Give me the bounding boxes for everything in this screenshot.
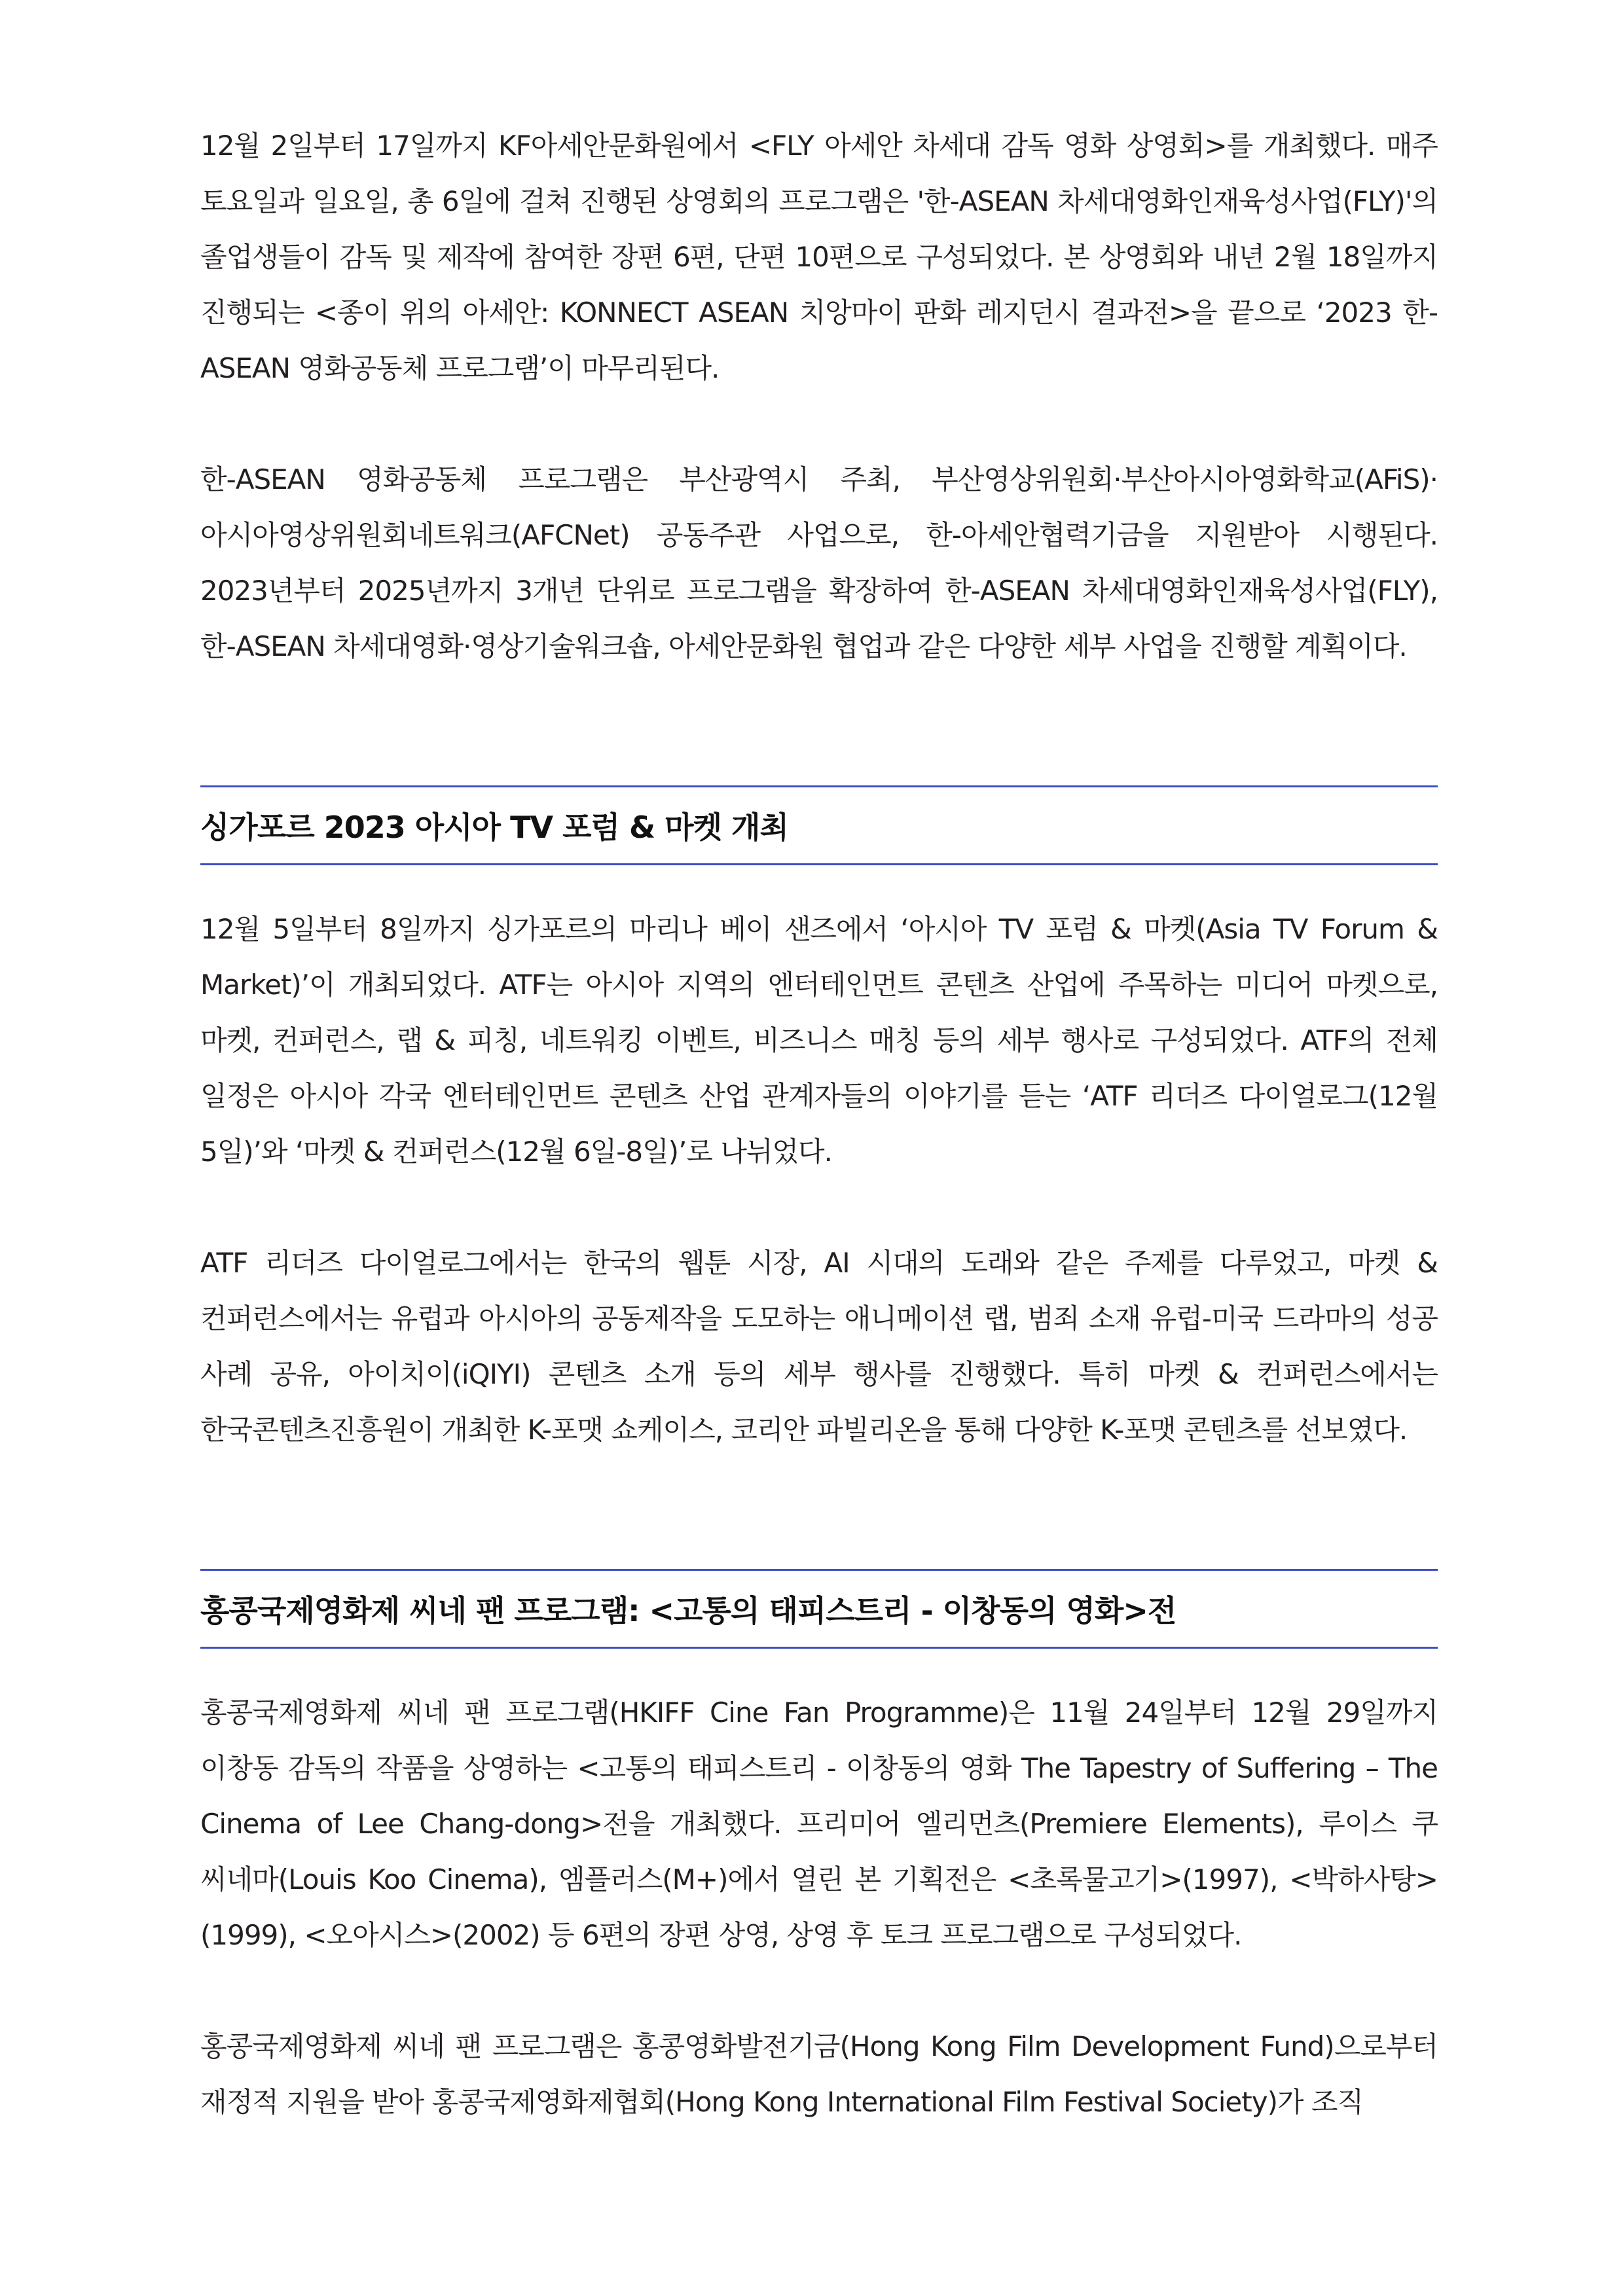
section3-paragraph-1: 홍콩국제영화제 씨네 팬 프로그램(HKIFF Cine Fan Programme)은 11월 24일부터 12월 29일까지 이창동 감독의 작품을 상영하는 <고통의 태피스트리 - 이창동의 영화 The Tapestry of Suffering – The Cinema of Lee Chang-dong>전을 개최했다. 프리미어 엘리먼츠(Premiere Elements), 루이스 쿠 씨네마(Louis Koo Cinema), 엠플러스(M+)에서 열린 본 기획전은 <초록물고기>(1997), <박하사탕>(1999), <오아시스>(2002) 등 6편의 장편 상영, 상영 후 토크 프로그램으로 구성되었다. bbox=[200, 1696, 1438, 1951]
section1-paragraph-2: 한-ASEAN 영화공동체 프로그램은 부산광역시 주최, 부산영상위원회·부산아시아영화학교(AFiS)·아시아영상위원회네트워크(AFCNet) 공동주관 사업으로, 한-아세안협력기금을 지원받아 시행된다. 2023년부터 2025년까지 3개년 단위로 프로그램을 확장하여 한-ASEAN 차세대영화인재육성사업(FLY), 한-ASEAN 차세대영화·영상기술워크숍, 아세안문화원 협업과 같은 다양한 세부 사업을 진행할 계획이다. bbox=[200, 463, 1438, 662]
section-gap bbox=[200, 1458, 1438, 1569]
paragraph-gap bbox=[200, 396, 1438, 452]
section2-title: 싱가포르 2023 아시아 TV 포럼 & 마켓 개최 bbox=[200, 810, 788, 845]
section2-paragraph-1: 12월 5일부터 8일까지 싱가포르의 마리나 베이 샌즈에서 ‘아시아 TV 포럼 & 마켓(Asia TV Forum & Market)’이 개최되었다. ATF는 아시아 지역의 엔터테인먼트 콘텐츠 산업에 주목하는 미디어 마켓으로, 마켓, 컨퍼런스, 랩 & 피칭, 네트워킹 이벤트, 비즈니스 매칭 등의 세부 행사로 구성되었다. ATF의 전체 일정은 아시아 각국 엔터테인먼트 콘텐츠 산업 관계자들의 이야기를 듣는 ‘ATF 리더즈 다이얼로그(12월 5일)’와 ‘마켓 & 컨퍼런스(12월 6일-8일)’로 나뉘었다. bbox=[200, 913, 1438, 1168]
section-gap bbox=[200, 674, 1438, 785]
section3-title: 홍콩국제영화제 씨네 팬 프로그램: <고통의 태피스트리 - 이창동의 영화>전 bbox=[200, 1593, 1176, 1628]
section3-paragraph-2: 홍콩국제영화제 씨네 팬 프로그램은 홍콩영화발전기금(Hong Kong Film Development Fund)으로부터 재정적 지원을 받아 홍콩국제영화제협회(Hong Kong International Film Festival Society)가 조직 bbox=[200, 2030, 1438, 2118]
paragraph-gap bbox=[200, 1963, 1438, 2018]
section2-header bbox=[200, 785, 1438, 865]
section3-header bbox=[200, 1569, 1438, 1649]
paragraph-gap bbox=[200, 1179, 1438, 1235]
section1-paragraph-1: 12월 2일부터 17일까지 KF아세안문화원에서 <FLY 아세안 차세대 감독 영화 상영회>를 개최했다. 매주 토요일과 일요일, 총 6일에 걸쳐 진행된 상영회의 프로그램은 '한-ASEAN 차세대영화인재육성사업(FLY)'의 졸업생들이 감독 및 제작에 참여한 장편 6편, 단편 10편으로 구성되었다. 본 상영회와 내년 2월 18일까지 진행되는 <종이 위의 아세안: KONNECT ASEAN 치앙마이 판화 레지던시 결과전>을 끝으로 ‘2023 한-ASEAN 영화공동체 프로그램’이 마무리된다. bbox=[200, 130, 1438, 384]
document-page bbox=[200, 118, 1438, 2130]
section2-paragraph-2: ATF 리더즈 다이얼로그에서는 한국의 웹툰 시장, AI 시대의 도래와 같은 주제를 다루었고, 마켓 & 컨퍼런스에서는 유럽과 아시아의 공동제작을 도모하는 애니메이션 랩, 범죄 소재 유럽-미국 드라마의 성공 사례 공유, 아이치이(iQIYI) 콘텐츠 소개 등의 세부 행사를 진행했다. 특히 마켓 & 컨퍼런스에서는 한국콘텐츠진흥원이 개최한 K-포맷 쇼케이스, 코리안 파빌리온을 통해 다양한 K-포맷 콘텐츠를 선보였다. bbox=[200, 1247, 1438, 1446]
